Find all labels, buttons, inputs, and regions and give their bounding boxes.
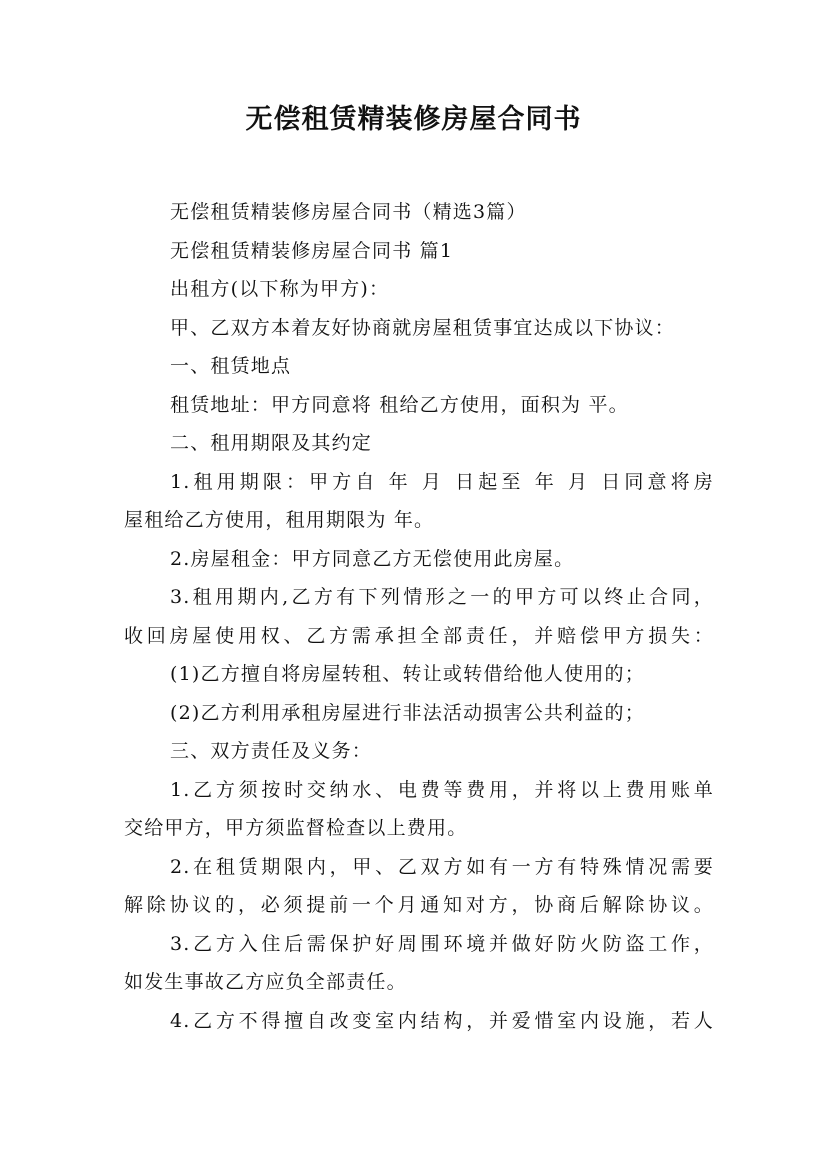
paragraph-line: 出租方(以下称为甲方)： (170, 278, 390, 300)
paragraph-line: 屋租给乙方使用，租用期限为 年。 (124, 509, 435, 531)
paragraph-line: (2)乙方利用承租房屋进行非法活动损害公共利益的； (170, 701, 645, 724)
paragraph-line: 租赁地址：甲方同意将 租给乙方使用，面积为 平。 (170, 393, 629, 416)
paragraph-line: (1)乙方擅自将房屋转租、转让或转借给他人使用的； (170, 663, 645, 685)
document-title: 无偿租赁精装修房屋合同书 (245, 104, 582, 135)
paragraph-line: 甲、乙双方本着友好协商就房屋租赁事宜达成以下协议： (170, 316, 676, 339)
paragraph-line: 2.房屋租金：甲方同意乙方无偿使用此房屋。 (170, 547, 575, 570)
paragraph-line: 收回房屋使用权、乙方需承担全部责任，并赔偿甲方损失： (124, 624, 714, 647)
paragraph-line: 如发生事故乙方应负全部责任。 (124, 971, 407, 993)
paragraph-line: 1.乙方须按时交纳水、电费等费用，并将以上费用账单 (170, 778, 714, 801)
document-body (124, 193, 714, 1040)
paragraph-line: 3.乙方入住后需保护好周围环境并做好防火防盗工作， (170, 932, 714, 955)
paragraph-line: 无偿租赁精装修房屋合同书（精选3篇） (170, 201, 527, 223)
paragraph-line: 交给甲方，甲方须监督检查以上费用。 (124, 817, 468, 839)
paragraph-line: 2.在租赁期限内，甲、乙双方如有一方有特殊情况需要 (170, 855, 714, 878)
section-heading: 三、双方责任及义务： (170, 740, 373, 762)
paragraph-line: 1.租用期限：甲方自 年 月 日起至 年 月 日同意将房 (170, 470, 714, 493)
paragraph-line: 解除协议的，必须提前一个月通知对方，协商后解除协议。 (124, 894, 714, 916)
paragraph-line: 无偿租赁精装修房屋合同书 篇1 (170, 239, 454, 262)
section-heading: 二、租用期限及其约定 (170, 432, 373, 454)
paragraph-line: 4.乙方不得擅自改变室内结构，并爱惜室内设施，若人 (170, 1009, 714, 1032)
section-heading: 一、租赁地点 (170, 355, 292, 377)
paragraph-line: 3.租用期内,乙方有下列情形之一的甲方可以终止合同， (170, 586, 714, 608)
